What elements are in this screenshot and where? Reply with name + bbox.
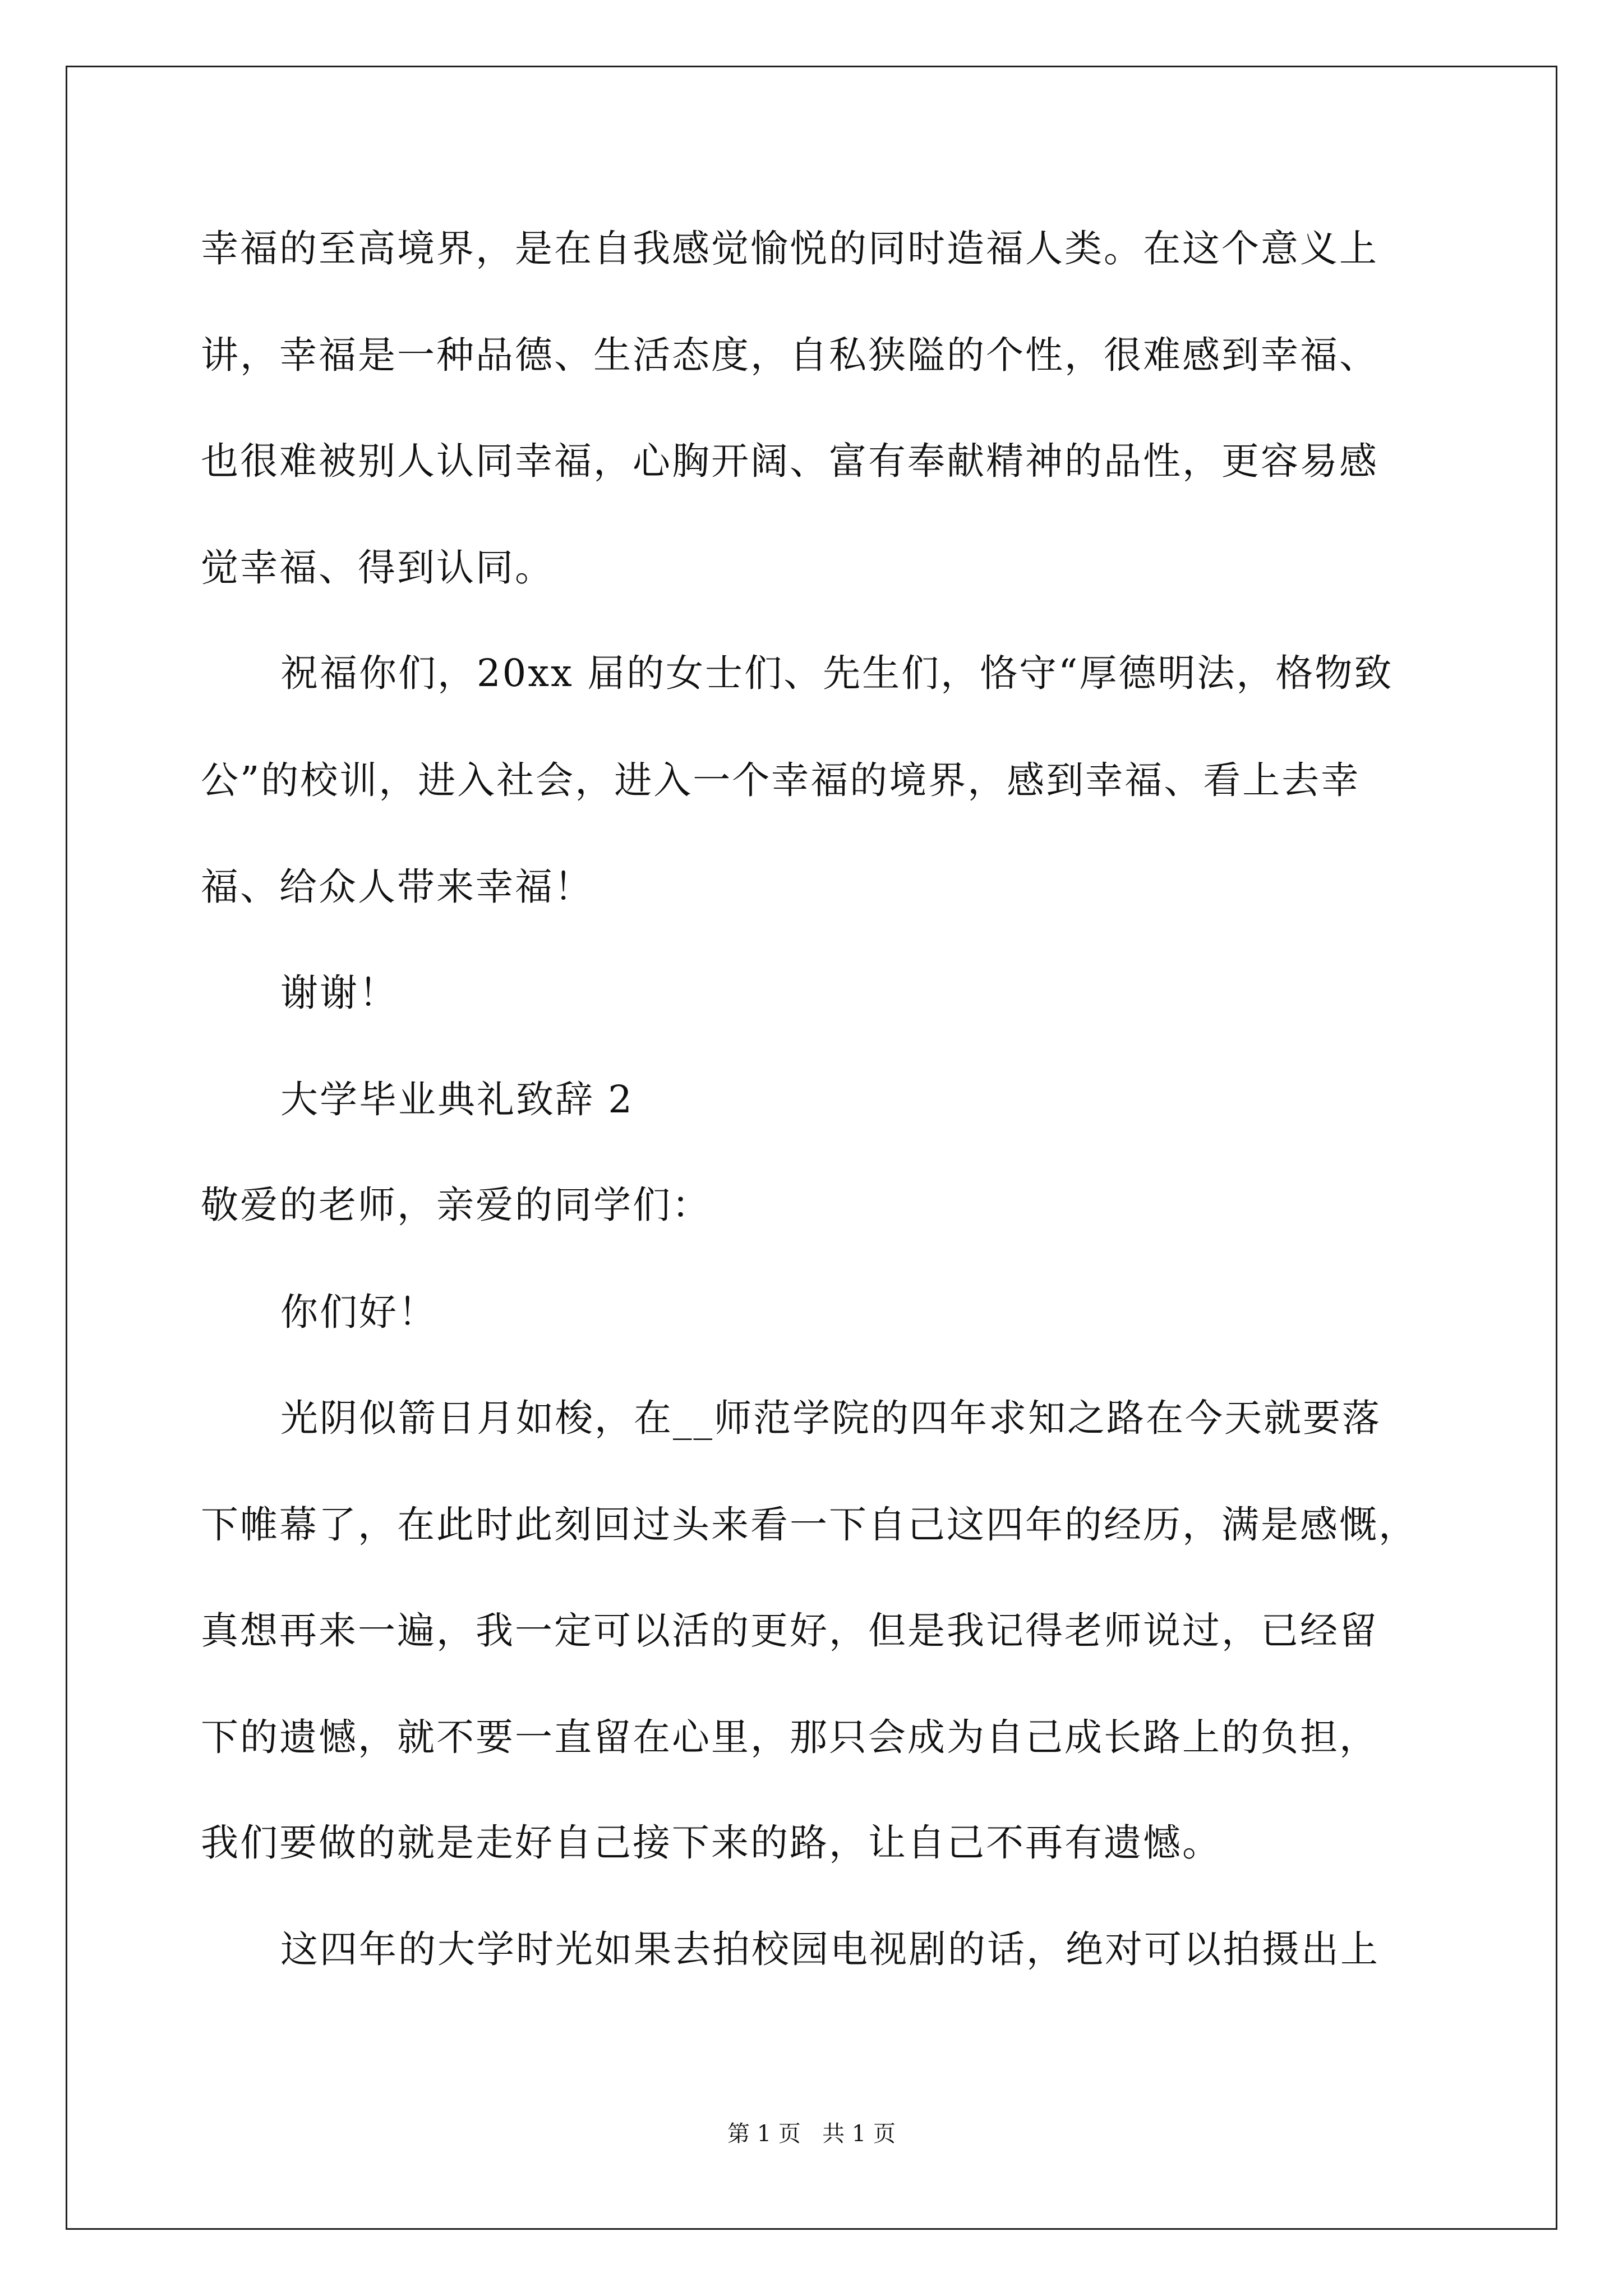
paragraph-line: 福、给众人带来幸福！	[201, 865, 593, 909]
paragraph-line: 光阴似箭日月如梭，在__师范学院的四年求知之路在今天就要落	[280, 1396, 1381, 1440]
paragraph-line: 这四年的大学时光如果去拍校园电视剧的话，绝对可以拍摄出上	[280, 1927, 1380, 1971]
paragraph-line: 祝福你们，20xx 届的女士们、先生们，恪守“厚德明法，格物致	[280, 651, 1394, 695]
paragraph-line: 下帷幕了，在此时此刻回过头来看一下自己这四年的经历，满是感慨，	[201, 1503, 1418, 1547]
greeting: 你们好！	[280, 1290, 437, 1334]
paragraph-line: 也很难被别人认同幸福，心胸开阔、富有奉献精神的品性，更容易感	[201, 439, 1378, 483]
paragraph-line: 真想再来一遍，我一定可以活的更好，但是我记得老师说过，已经留	[201, 1609, 1378, 1653]
paragraph-line: 觉幸福、得到认同。	[201, 546, 554, 590]
paragraph-line: 讲，幸福是一种品德、生活态度，自私狭隘的个性，很难感到幸福、	[201, 333, 1378, 377]
paragraph-line: 幸福的至高境界，是在自我感觉愉悦的同时造福人类。在这个意义上	[201, 227, 1378, 270]
paragraph-line: 下的遗憾，就不要一直留在心里，那只会成为自己成长路上的负担，	[201, 1715, 1378, 1759]
page-border	[66, 66, 1557, 2230]
page-number-footer: 第 1 页 共 1 页	[727, 2121, 896, 2147]
paragraph-line: 我们要做的就是走好自己接下来的路，让自己不再有遗憾。	[201, 1821, 1221, 1865]
section-heading: 大学毕业典礼致辞 2	[280, 1078, 634, 1121]
paragraph-line: 公”的校训，进入社会，进入一个幸福的境界，感到幸福、看上去幸	[201, 758, 1361, 802]
paragraph-line: 谢谢！	[280, 971, 398, 1015]
salutation: 敬爱的老师，亲爱的同学们：	[201, 1183, 711, 1227]
